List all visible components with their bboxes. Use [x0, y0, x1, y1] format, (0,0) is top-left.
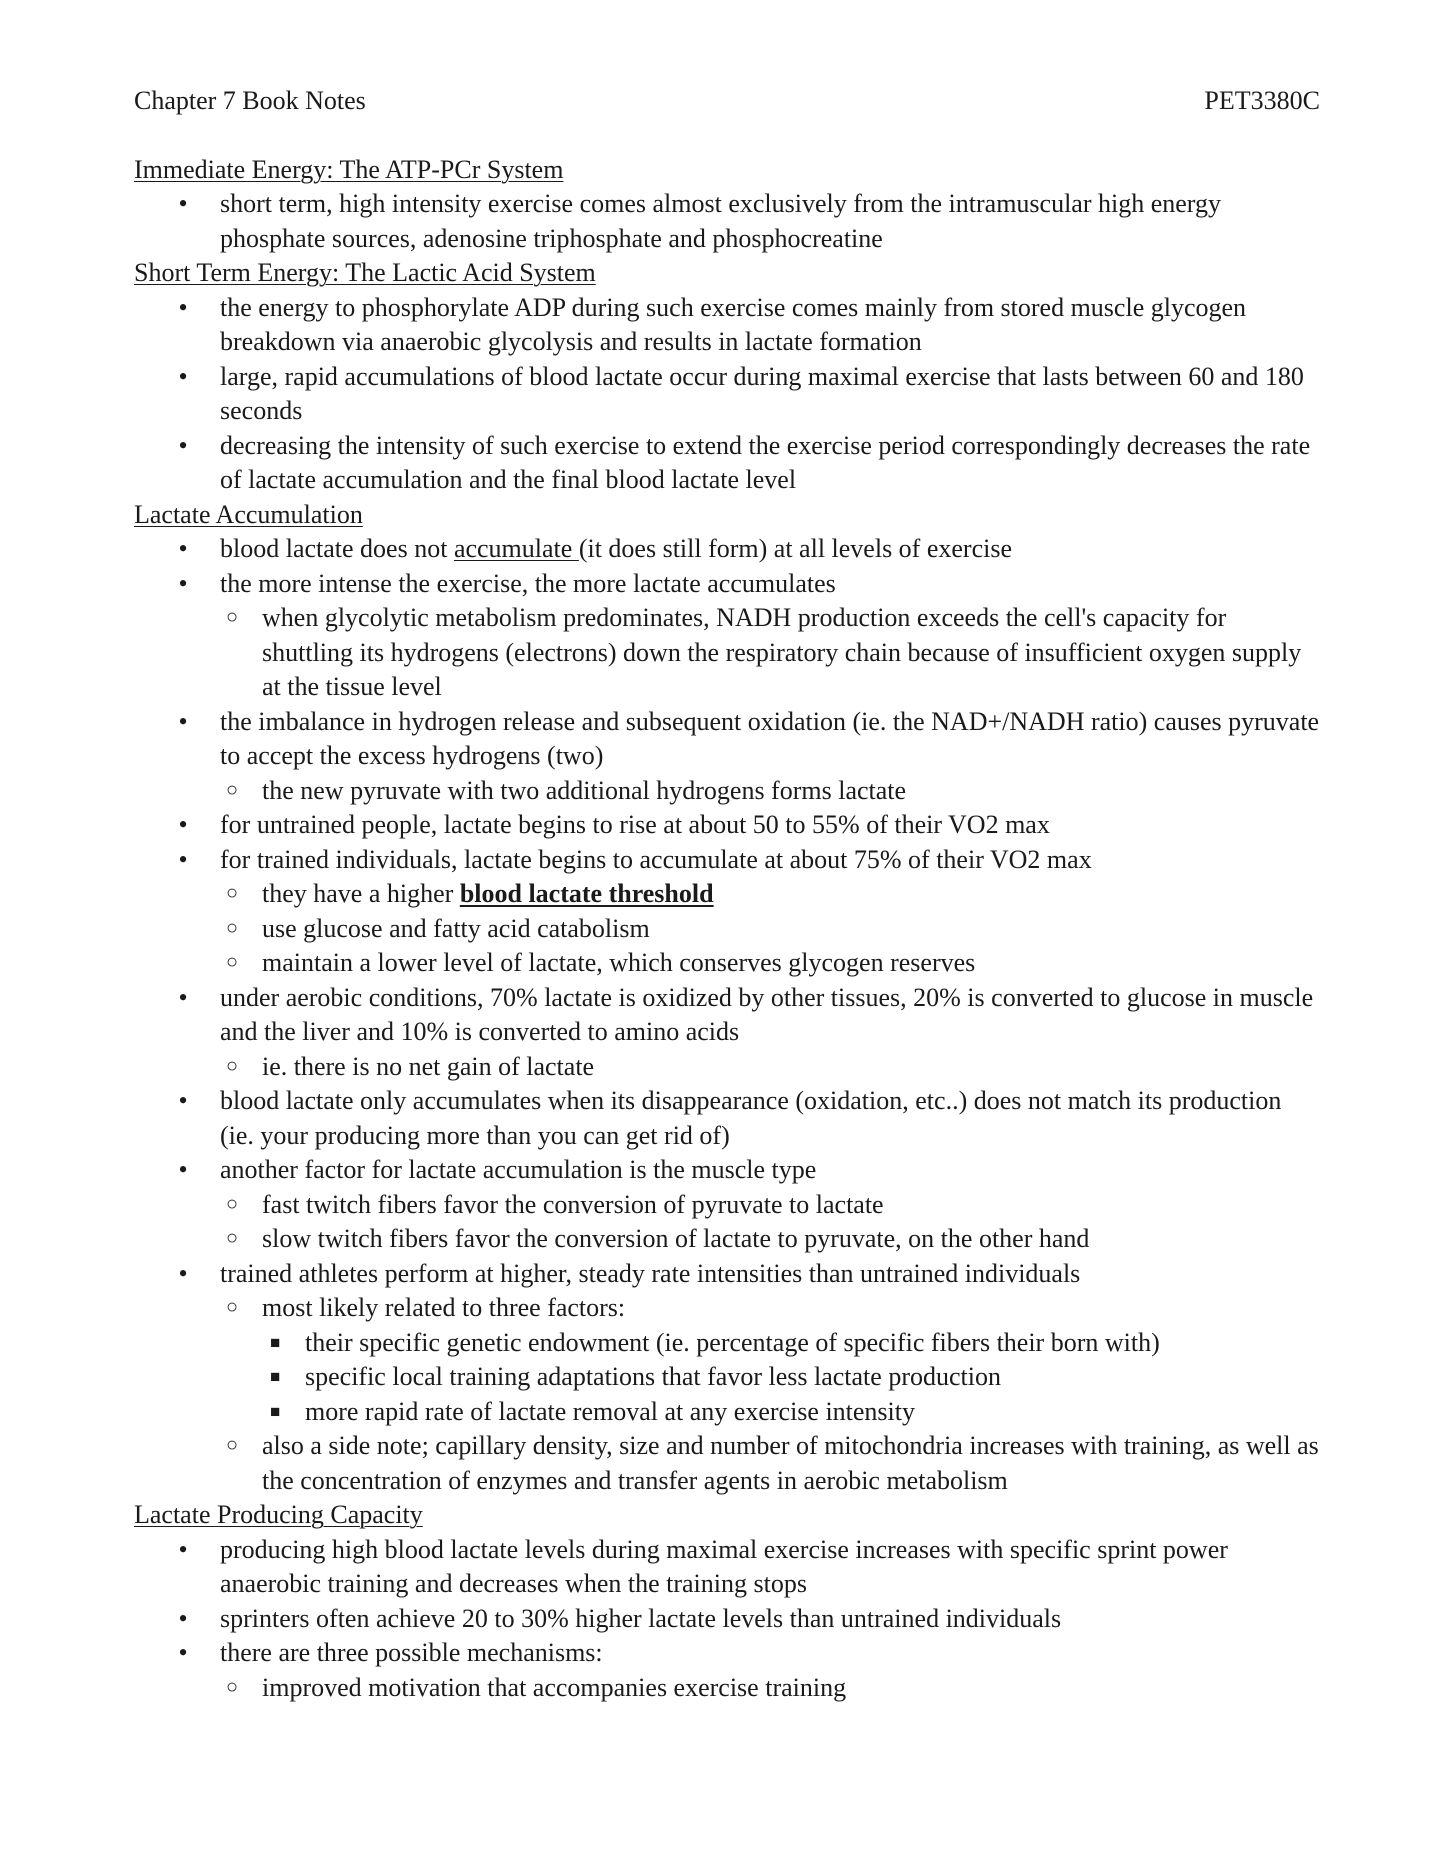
list-item: • the energy to phosphorylate ADP during such exercise comes mainly from stored muscle glycogen breakdown via anaerobic glycolysis and results in lactate formation — [134, 291, 1320, 360]
list-item: • another factor for lactate accumulation is the muscle type ○ fast twitch fibers favor the conversion of pyruvate to lactate ○ slow twitch fibers favor the conversion of lactate to pyruvate, on the other hand — [134, 1153, 1320, 1257]
sub-list-item: ○ they have a higher blood lactate threshold — [220, 877, 1320, 912]
circle-marker: ○ — [225, 1227, 239, 1249]
square-marker: ■ — [270, 1367, 281, 1386]
sub-sub-list-item: ■ their specific genetic endowment (ie. percentage of specific fibers their born with) — [262, 1326, 1320, 1361]
sub-list-item: ○ maintain a lower level of lactate, which conserves glycogen reserves — [220, 946, 1320, 981]
bullet-marker: • — [178, 1258, 188, 1288]
sub-list-item: ○ ie. there is no net gain of lactate — [220, 1050, 1320, 1085]
bullet-list — [134, 291, 1320, 498]
circle-marker: ○ — [225, 882, 239, 904]
bullet-marker: • — [178, 1638, 188, 1667]
sub-list-item: ○ use glucose and fatty acid catabolism — [220, 912, 1320, 947]
section-lactate-producing-capacity — [134, 1498, 1320, 1705]
list-item: • short term, high intensity exercise comes almost exclusively from the intramuscular high energy phosphate sources, adenosine triphosphate and phosphocreatine — [134, 187, 1320, 256]
bullet-marker: • — [178, 292, 188, 322]
bullet-marker: • — [178, 844, 188, 874]
bullet-marker: • — [178, 568, 188, 598]
bullet-marker: • — [178, 189, 188, 218]
sub-list — [220, 774, 1320, 809]
circle-marker: ○ — [225, 1675, 239, 1698]
section-heading: Lactate Accumulation — [134, 499, 363, 529]
sub-list — [220, 877, 1320, 981]
sub-list — [220, 1050, 1320, 1085]
bullet-marker: • — [178, 361, 188, 391]
sub-list-item: ○ improved motivation that accompanies exercise training — [220, 1671, 1320, 1706]
bullet-list — [134, 532, 1320, 1498]
list-item: • the imbalance in hydrogen release and subsequent oxidation (ie. the NAD+/NADH ratio) causes pyruvate to accept the excess hydrogens (two) ○ the new pyruvate with two additional hydrogens forms lactate — [134, 705, 1320, 809]
document-page — [134, 84, 1320, 1705]
circle-marker: ○ — [225, 1054, 239, 1077]
sub-list — [220, 1188, 1320, 1257]
sub-list — [220, 601, 1320, 705]
circle-marker: ○ — [225, 916, 239, 939]
sub-list-item: ○ most likely related to three factors: ■ their specific genetic endowment (ie. percentage of specific fibers their born with) ■ specific local training adaptations that favor less lactate production ■ more rapid rate of lactate removal at any exercise intensity — [220, 1291, 1320, 1429]
sub-list-item: ○ the new pyruvate with two additional hydrogens forms lactate — [220, 774, 1320, 809]
bullet-list — [134, 1533, 1320, 1706]
list-item: • for trained individuals, lactate begins to accumulate at about 75% of their VO2 max ○ they have a higher blood lactate threshold ○ use glucose and fatty acid catabolism ○ maintain a lower level of lactate, which conserves glycogen reserves — [134, 843, 1320, 981]
list-item: • large, rapid accumulations of blood lactate occur during maximal exercise that lasts between 60 and 180 seconds — [134, 360, 1320, 429]
bullet-marker: • — [178, 706, 188, 736]
section-heading: Immediate Energy: The ATP-PCr System — [134, 154, 564, 184]
section-heading: Lactate Producing Capacity — [134, 1500, 423, 1529]
sub-list-item: ○ slow twitch fibers favor the conversion of lactate to pyruvate, on the other hand — [220, 1222, 1320, 1257]
circle-marker: ○ — [225, 951, 239, 973]
key-term: blood lactate threshold — [459, 879, 714, 908]
sub-list — [220, 1671, 1320, 1706]
course-code: PET3380C — [1204, 86, 1320, 115]
sub-list — [220, 1291, 1320, 1498]
circle-marker: ○ — [225, 778, 239, 801]
section-atp-pcr — [134, 153, 1320, 257]
circle-marker: ○ — [225, 1192, 239, 1215]
list-item: • producing high blood lactate levels during maximal exercise increases with specific sprint power anaerobic training and decreases when the training stops — [134, 1533, 1320, 1602]
circle-marker: ○ — [225, 1296, 239, 1318]
list-item: • blood lactate only accumulates when its disappearance (oxidation, etc..) does not match its production (ie. your producing more than you can get rid of) — [134, 1084, 1320, 1153]
bullet-list — [134, 187, 1320, 256]
square-marker: ■ — [270, 1401, 281, 1421]
list-item: • decreasing the intensity of such exercise to extend the exercise period correspondingly decreases the rate of lactate accumulation and the final blood lactate level — [134, 429, 1320, 498]
sub-list-item: ○ when glycolytic metabolism predominates, NADH production exceeds the cell's capacity for shuttling its hydrogens (electrons) down the respiratory chain because of insufficient oxygen supply at the tissue level — [220, 601, 1320, 705]
document-title: Chapter 7 Book Notes — [134, 86, 366, 115]
circle-marker: ○ — [225, 1434, 239, 1456]
bullet-marker: • — [178, 982, 188, 1012]
list-item: • the more intense the exercise, the more lactate accumulates ○ when glycolytic metabolism predominates, NADH production exceeds the cell's capacity for shuttling its hydrogens (electrons) down the respiratory chain because of insufficient oxygen supply at the tissue level — [134, 567, 1320, 705]
list-item: • blood lactate does not accumulate (it does still form) at all levels of exercise — [134, 532, 1320, 567]
list-item: • under aerobic conditions, 70% lactate is oxidized by other tissues, 20% is converted to glucose in muscle and the liver and 10% is converted to amino acids ○ ie. there is no net gain of lactate — [134, 981, 1320, 1085]
bullet-marker: • — [178, 430, 188, 460]
section-lactate-accumulation — [134, 498, 1320, 1499]
sub-list-item: ○ fast twitch fibers favor the conversion of pyruvate to lactate — [220, 1188, 1320, 1223]
bullet-marker: • — [178, 810, 188, 839]
bullet-marker: • — [178, 1086, 188, 1115]
bullet-marker: • — [178, 1603, 188, 1633]
list-item: • there are three possible mechanisms: ○ improved motivation that accompanies exercise training — [134, 1636, 1320, 1705]
list-item: • for untrained people, lactate begins to rise at about 50 to 55% of their VO2 max — [134, 808, 1320, 843]
page-header — [134, 84, 1320, 119]
bullet-marker: • — [178, 1534, 188, 1564]
list-item: • sprinters often achieve 20 to 30% higher lactate levels than untrained individuals — [134, 1602, 1320, 1637]
bullet-marker: • — [178, 1155, 188, 1184]
square-marker: ■ — [270, 1332, 281, 1352]
sub-sub-list — [262, 1326, 1320, 1430]
sub-sub-list-item: ■ more rapid rate of lactate removal at any exercise intensity — [262, 1395, 1320, 1430]
section-lactic-acid-system — [134, 256, 1320, 498]
list-item: • trained athletes perform at higher, steady rate intensities than untrained individuals ○ most likely related to three factors: ■ their specific genetic endowment (ie. percentage of specific fibers their born with) ■ specific local training adaptations that favor less lactate production ■ more rapid rate of lactate removal at any exercise intensity ○ also a side note; capillary density, size and number of mitochondria increases with training, as well as the concentration of enzymes and transfer agents in aerobic metabolism — [134, 1257, 1320, 1499]
circle-marker: ○ — [225, 606, 239, 628]
sub-list-item: ○ also a side note; capillary density, size and number of mitochondria increases with training, as well as the concentration of enzymes and transfer agents in aerobic metabolism — [220, 1429, 1320, 1498]
bullet-marker: • — [178, 534, 188, 563]
sub-sub-list-item: ■ specific local training adaptations that favor less lactate production — [262, 1360, 1320, 1395]
section-heading: Short Term Energy: The Lactic Acid System — [134, 258, 596, 287]
